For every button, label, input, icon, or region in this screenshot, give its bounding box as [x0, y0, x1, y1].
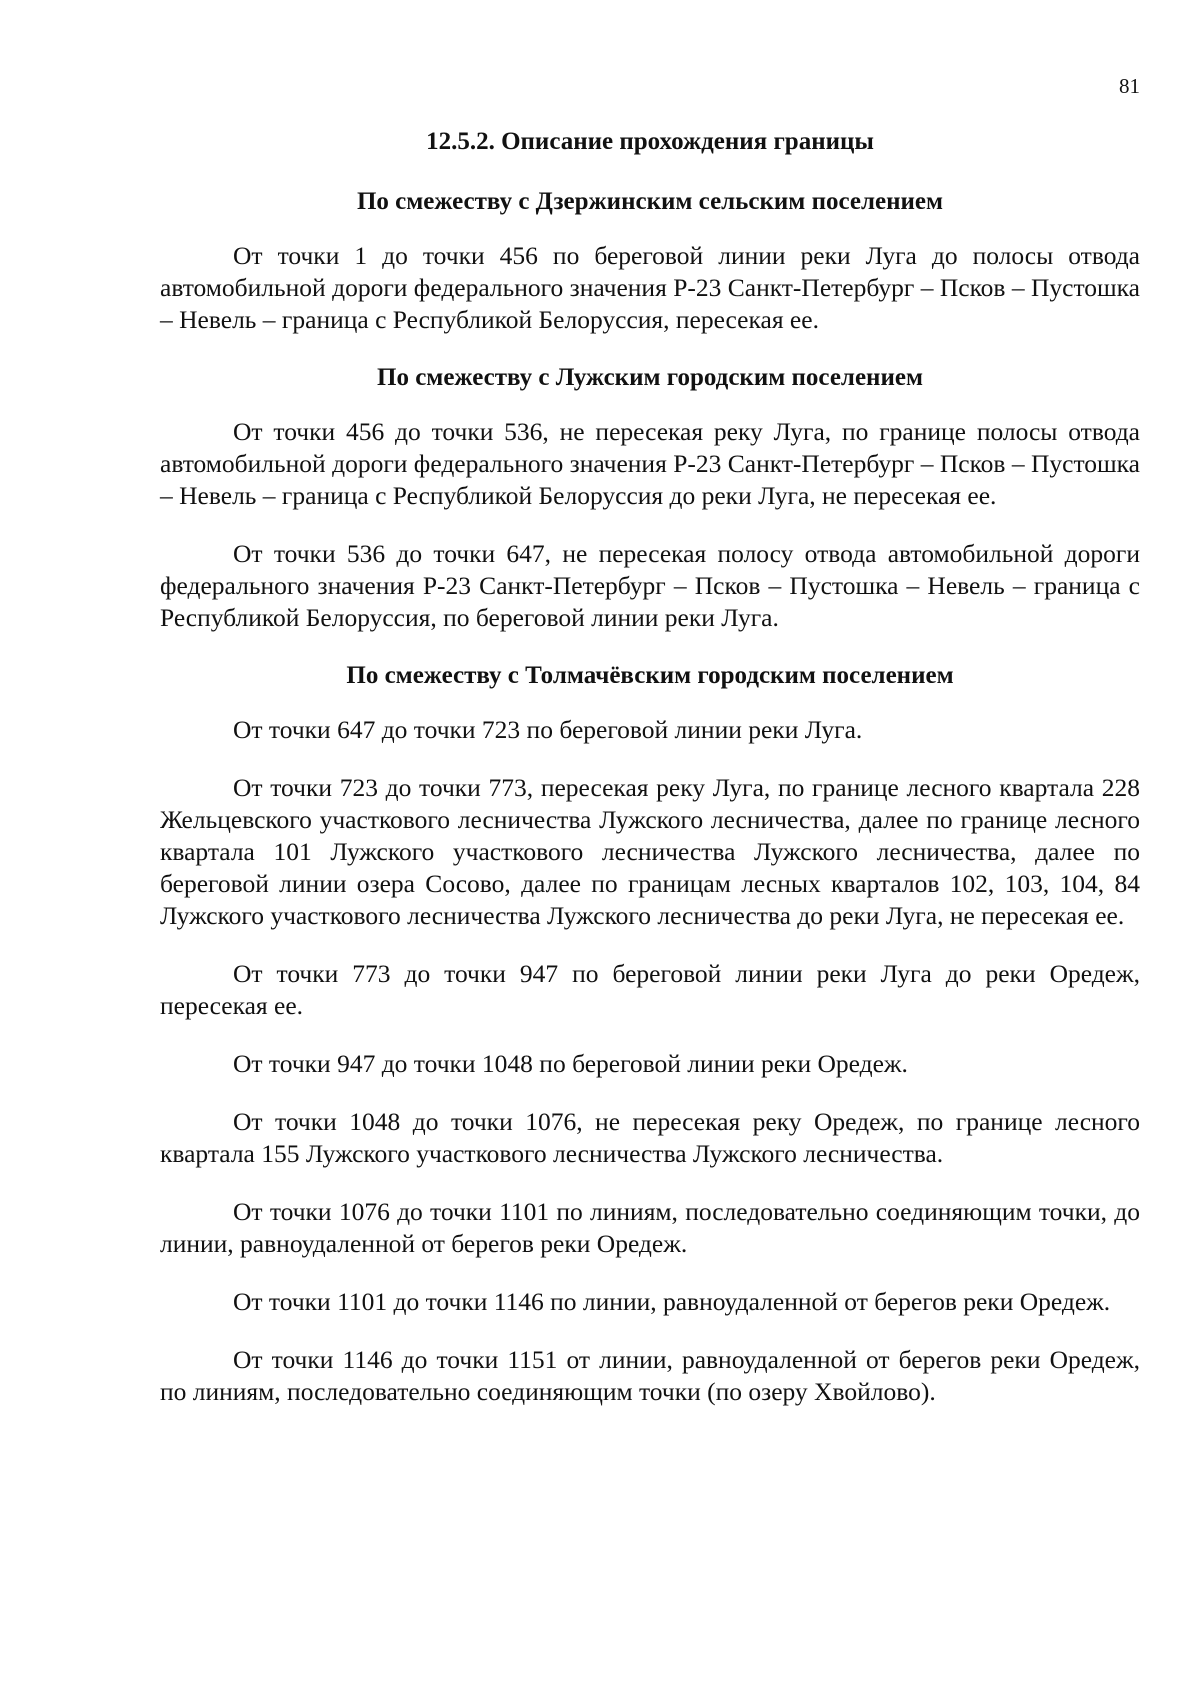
section-heading: По смежеству с Лужским городским поселением — [377, 364, 923, 391]
document-body — [160, 126, 1140, 1408]
paragraph: От точки 536 до точки 647, не пересекая полосу отвода автомобильной дороги федерального значения Р-23 Санкт-Петербург – Псков – Пустошка – Невель – граница с Республикой Белоруссия, по береговой линии реки Луга. — [160, 539, 1140, 632]
section-tolmachevskoe — [160, 660, 1140, 1408]
page-number: 81 — [1119, 74, 1140, 98]
paragraph: От точки 723 до точки 773, пересекая реку Луга, по границе лесного квартала 228 Жельцевского участкового лесничества Лужского лесничества, далее по границе лесного квартала 101 Лужского участкового лесничества Лужского лесничества, далее по береговой линии озера Сосово, далее по границам лесных кварталов 102, 103, 104, 84 Лужского участкового лесничества Лужского лесничества до реки Луга, не пересекая ее. — [160, 773, 1140, 930]
paragraph: От точки 773 до точки 947 по береговой линии реки Луга до реки Оредеж, пересекая ее. — [160, 959, 1140, 1020]
paragraph: От точки 1146 до точки 1151 от линии, равноудаленной от берегов реки Оредеж, по линиям, последовательно соединяющим точки (по озеру Хвойлово). — [160, 1345, 1140, 1406]
paragraph: От точки 456 до точки 536, не пересекая реку Луга, по границе полосы отвода автомобильной дороги федерального значения Р-23 Санкт-Петербург – Псков – Пустошка – Невель – граница с Республикой Белоруссия до реки Луга, не пересекая ее. — [160, 417, 1140, 510]
paragraph: От точки 1 до точки 456 по береговой линии реки Луга до полосы отвода автомобильной дороги федерального значения Р-23 Санкт-Петербург – Псков – Пустошка – Невель – граница с Республикой Белоруссия, пересекая ее. — [160, 241, 1140, 334]
section-heading: По смежеству с Толмачёвским городским поселением — [346, 662, 954, 689]
paragraph: От точки 647 до точки 723 по береговой линии реки Луга. — [233, 715, 863, 744]
section-luzhskoe — [160, 362, 1140, 634]
paragraph: От точки 1101 до точки 1146 по линии, равноудаленной от берегов реки Оредеж. — [233, 1287, 1111, 1316]
document-title: 12.5.2. Описание прохождения границы — [426, 128, 874, 155]
paragraph: От точки 1048 до точки 1076, не пересекая реку Оредеж, по границе лесного квартала 155 Лужского участкового лесничества Лужского лесничества. — [160, 1107, 1140, 1168]
paragraph: От точки 947 до точки 1048 по береговой линии реки Оредеж. — [233, 1049, 908, 1078]
section-dzerzhinskoe — [160, 186, 1140, 336]
paragraph: От точки 1076 до точки 1101 по линиям, последовательно соединяющим точки, до линии, равноудаленной от берегов реки Оредеж. — [160, 1197, 1140, 1258]
section-heading: По смежеству с Дзержинским сельским поселением — [356, 188, 944, 215]
